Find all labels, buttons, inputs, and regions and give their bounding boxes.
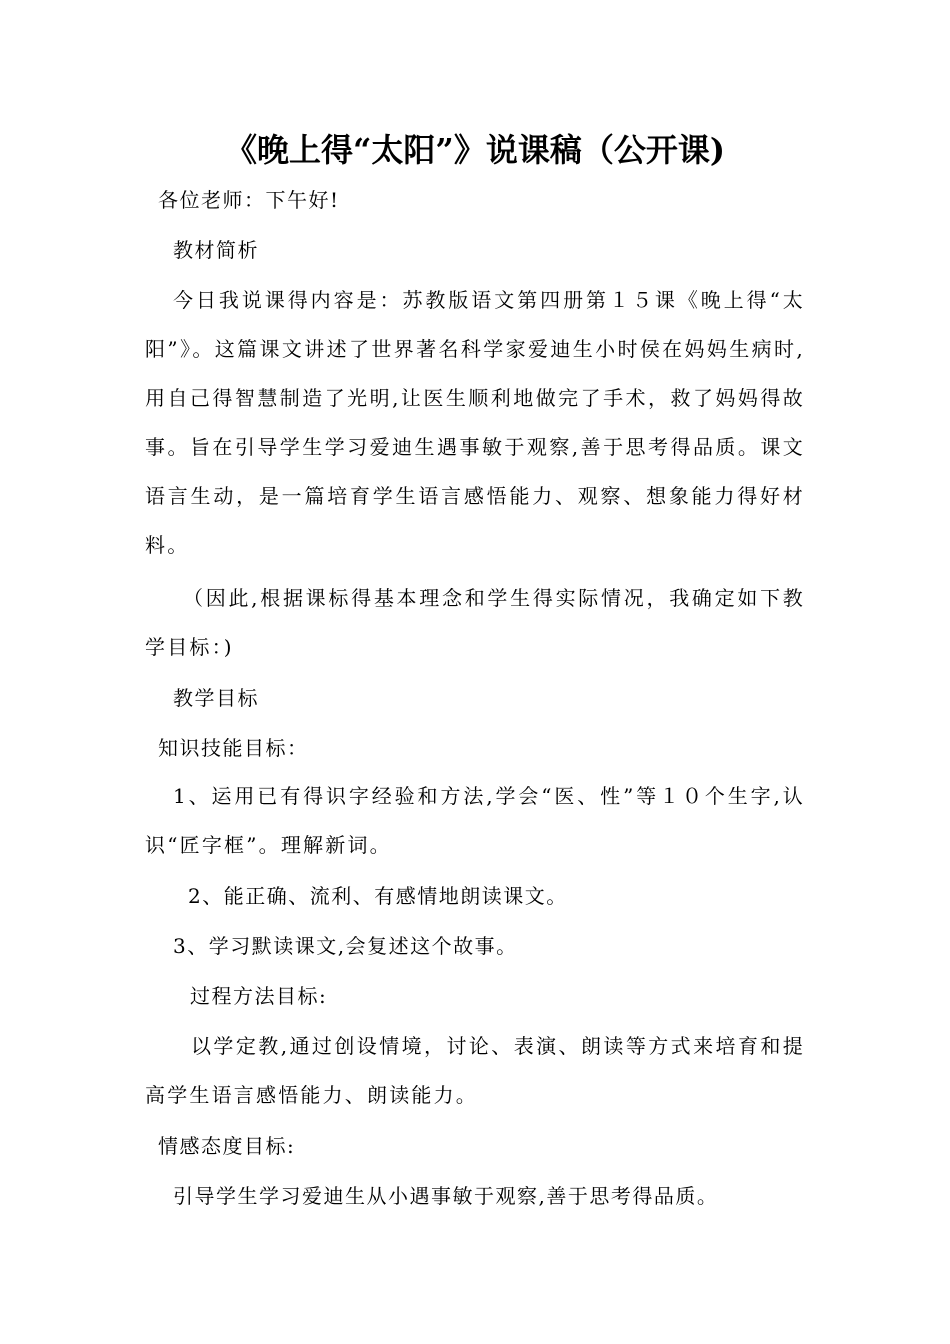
knowledge-goals-heading: 知识技能目标： [158,736,309,760]
greeting: 各位老师：下午好! [158,188,340,212]
goal-item-1: 1、运用已有得识字经验和方法,学会“医、性”等１０个生字,认识“匠字框”。理解新词。 [145,784,805,857]
material-paragraph: 今日我说课得内容是：苏教版语文第四册第１５课《晚上得“太阳”》。这篇课文讲述了世界著名科学家爱迪生小时侯在妈妈生病时,用自己得智慧制造了光明,让医生顺利地做完了手术，救了妈妈得故事。旨在引导学生学习爱迪生遇事敏于观察,善于思考得品质。课文语言生动，是一篇培育学生语言感悟能力、观察、想象能力得好材料。 [145,288,805,557]
section-heading-goals: 教学目标 [173,686,259,710]
goal-item-2: 2、能正确、流利、有感情地朗读课文。 [188,884,568,908]
transition-paragraph: （因此,根据课标得基本理念和学生得实际情况，我确定如下教学目标：) [145,586,805,659]
goal-item-3: 3、学习默读课文,会复述这个故事。 [173,934,518,958]
emotion-goals-heading: 情感态度目标: [158,1134,296,1158]
section-heading-material: 教材简析 [173,238,259,262]
emotion-goals-paragraph: 引导学生学习爱迪生从小遇事敏于观察,善于思考得品质。 [173,1184,719,1208]
process-goals-paragraph: 以学定教,通过创设情境，讨论、表演、朗读等方式来培育和提高学生语言感悟能力、朗读能力。 [145,1034,805,1107]
process-goals-heading: 过程方法目标: [190,984,328,1008]
document-title: 《晚上得“太阳”》说课稿（公开课) [225,131,725,169]
